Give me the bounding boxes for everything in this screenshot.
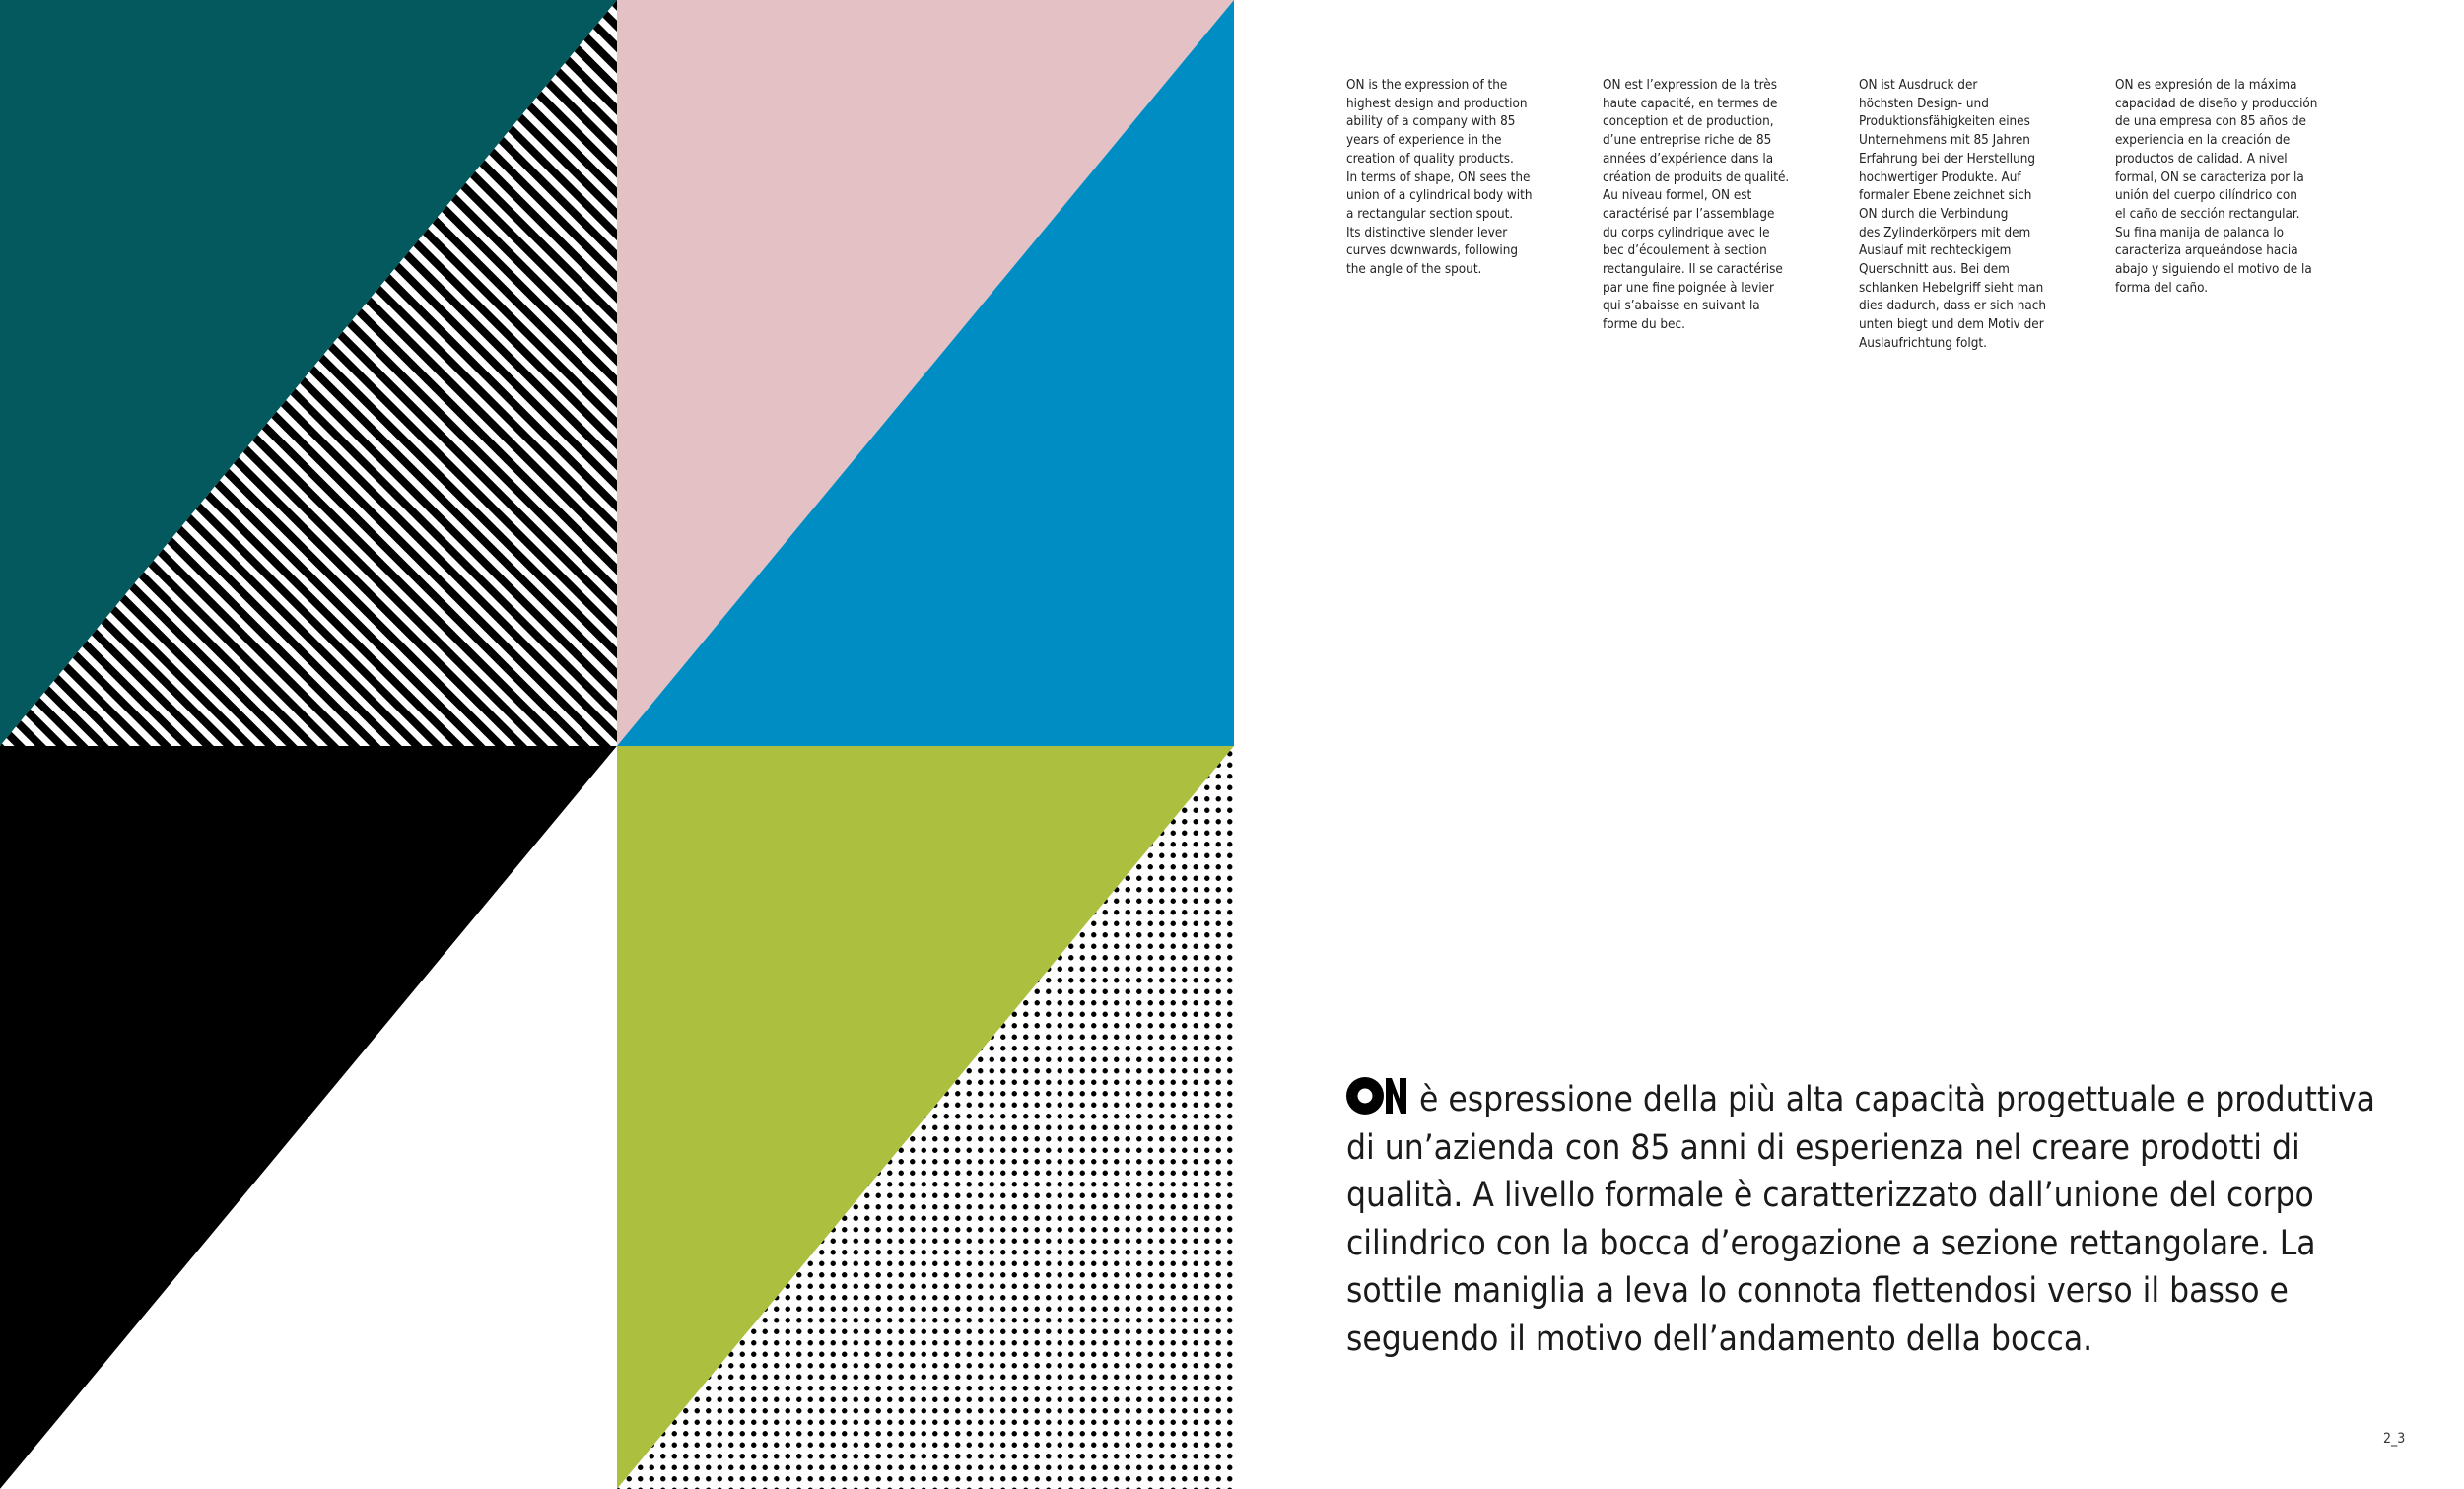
text-column-english: ON is the expression of the highest design and production ability of a company with 85 years of experience in the creation of quality products. In terms of shape, ON sees the union of a cylindrical body with a rectangular section spout. Its distinctive slender lever curves downwards, following the angle of the spout. [1346, 78, 1533, 278]
text-column-german: ON ist Ausdruck der höchsten Design- und Produktionsfähigkeiten eines Unternehmens mit 85 Jahren Erfahrung bei der Herstellung hochwertiger Produkte. Auf formaler Ebene zeichnet sich ON durch die Verbindung des Zylinderkörpers mit dem Auslauf mit rechteckigem Querschnitt aus. Bei dem schlanken Hebelgriff sieht man dies dadurch, dass er sich nach unten biegt und dem Motiv der Auslaufrichtung folgt. [1859, 78, 2046, 351]
page-number: 2_3 [2383, 1431, 2406, 1447]
text-column-french: ON est l’expression de la très haute capacité, en termes de conception et de production, d’une entreprise riche de 85 années d’expérience dans la création de produits de qualité. Au niveau formel, ON est caractérisé par l’assemblage du corps cylindrique avec le bec d’écoulement à section rectangulaire. Il se caractérise par une fine poignée à levier qui s’abaisse en suivant la forme du bec. [1603, 78, 1790, 333]
main-italian-text [1346, 1076, 2391, 1363]
on-logo [1346, 1077, 1407, 1115]
text-column-spanish: ON es expresión de la máxima capacidad de diseño y producción de una empresa con 85 años de experiencia en la creación de productos de calidad. A nivel formal, ON se caracteriza por la unión del cuerpo cilíndrico con el caño de sección rectangular. Su fina manija de palanca lo caracteriza arqueándose hacia abajo y siguiendo el motivo de la forma del caño. [2115, 78, 2318, 296]
main-text-body: è espressione della più alta capacità progettuale e produttiva di un’azienda con 85 anni di esperienza nel creare prodotti di qualità. A livello formale è caratterizzato dall’unione del corpo cilindrico con la bocca d’erogazione a sezione rettangolare. La sottile maniglia a leva lo connota flettendosi verso il basso e seguendo il motivo dell’andamento della bocca. [1346, 1080, 2375, 1359]
